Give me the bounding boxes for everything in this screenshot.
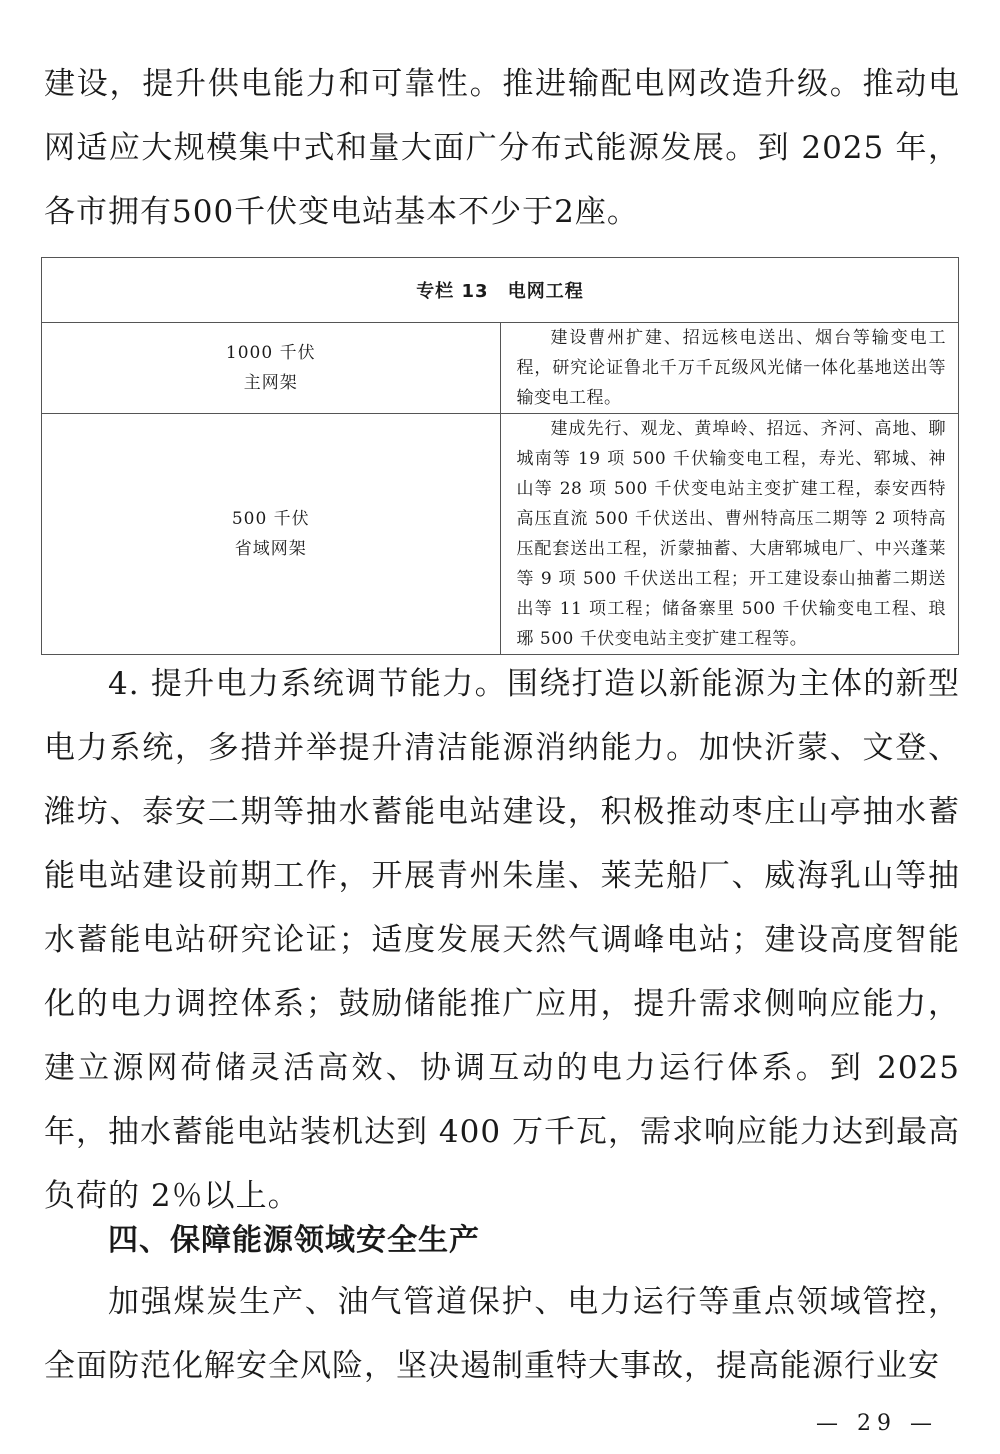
- paragraph-regulation-capacity: 4. 提升电力系统调节能力。围绕打造以新能源为主体的新型电力系统，多措并举提升清洁能源消纳能力。加快沂蒙、文登、潍坊、泰安二期等抽水蓄能电站建设，积极推动枣庄山亭抽水蓄能电站建设前期工作，开展青州朱崖、莱芜船厂、威海乳山等抽水蓄能电站研究论证；适度发展天然气调峰电站；建设高度智能化的电力调控体系；鼓励储能推广应用，提升需求侧响应能力，建立源网荷储灵活高效、协调互动的电力运行体系。到 2025 年，抽水蓄能电站装机达到 400 万千瓦，需求响应能力达到最高负荷的 2％以上。: [44, 666, 960, 1214]
- grid-project-table: [41, 257, 959, 655]
- paragraph-safety-production: 加强煤炭生产、油气管道保护、电力运行等重点领域管控，全面防范化解安全风险，坚决遏制重特大事故，提高能源行业安: [44, 1284, 960, 1384]
- table-row: [42, 414, 959, 655]
- paragraph-grid-construction: 建设，提升供电能力和可靠性。推进输配电网改造升级。推动电网适应大规模集中式和量大面广分布式能源发展。到 2025 年，各市拥有500千伏变电站基本不少于2座。: [44, 66, 960, 230]
- table-title-prefix: 专栏 13: [416, 281, 489, 302]
- row-label-line1: 1000 千伏: [225, 343, 316, 363]
- table-row: [42, 323, 959, 414]
- row-label: [42, 414, 501, 655]
- page-number: — 29 —: [816, 1411, 938, 1436]
- row-label-line1: 500 千伏: [231, 509, 310, 529]
- row-label: [42, 323, 501, 414]
- row-content: 建成先行、观龙、黄埠岭、招远、齐河、高地、聊城南等 19 项 500 千伏输变电工程，寿光、郓城、神山等 28 项 500 千伏变电站主变扩建工程，泰安西特高压直流 500 千伏送出、曹州特高压二期等 2 项特高压配套送出工程，沂蒙抽蓄、大唐郓城电厂、中兴蓬莱等 9 项 500 千伏送出工程；开工建设泰山抽蓄二期送出等 11 项工程；储备寨里 500 千伏输变电工程、琅琊 500 千伏变电站主变扩建工程等。: [500, 414, 959, 655]
- row-label-line2: 主网架: [243, 373, 298, 393]
- row-content: 建设曹州扩建、招远核电送出、烟台等输变电工程，研究论证鲁北千万千瓦级风光储一体化基地送出等输变电工程。: [500, 323, 959, 414]
- table-title-text: 电网工程: [507, 281, 584, 302]
- table-title: [42, 258, 959, 323]
- row-label-line2: 省域网架: [234, 539, 307, 559]
- section-heading: 四、保障能源领域安全生产: [108, 1223, 480, 1258]
